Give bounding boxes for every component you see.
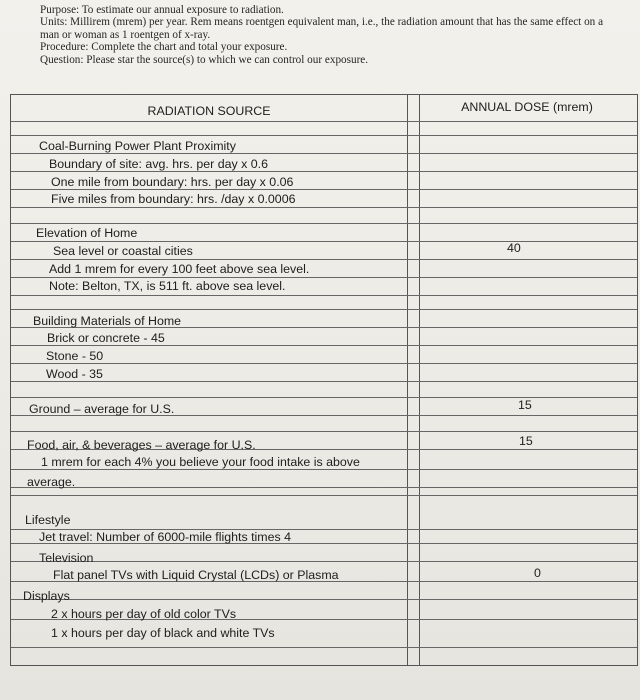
row-divider	[11, 309, 637, 310]
row-divider	[11, 397, 637, 398]
lifestyle-line-3: Flat panel TVs with Liquid Crystal (LCDs) or Plasma	[53, 568, 339, 582]
instructions	[40, 4, 610, 66]
coal-line-1: Boundary of site: avg. hrs. per day x 0.6	[49, 157, 269, 171]
elevation-line-3: Note: Belton, TX, is 511 ft. above sea level.	[49, 279, 286, 293]
column-divider	[407, 95, 408, 665]
source-column-header: RADIATION SOURCE	[147, 104, 271, 118]
row-divider	[11, 487, 637, 488]
building-section-title: Building Materials of Home	[33, 314, 182, 328]
elevation-line-1: Sea level or coastal cities	[53, 244, 193, 258]
building-line-1: Brick or concrete - 45	[47, 331, 165, 345]
row-divider	[11, 647, 637, 648]
lifestyle-line-5: 2 x hours per day of old color TVs	[51, 607, 237, 621]
purpose-line: Purpose: To estimate our annual exposure to radiation.	[40, 4, 284, 16]
radiation-table	[10, 94, 638, 666]
lifestyle-line-4: Displays	[23, 589, 70, 603]
food-dose: 15	[519, 434, 533, 448]
food-line-2: average.	[27, 475, 76, 489]
elevation-line-2: Add 1 mrem for every 100 feet above sea level.	[49, 262, 310, 276]
food-section-title: Food, air, & beverages – average for U.S.	[27, 438, 256, 452]
row-divider	[11, 561, 637, 562]
units-line: Units: Millirem (mrem) per year. Rem means roentgen equivalent man, i.e., the radiation amount that has the same effect on a man or woman as 1 roentgen of x-ray.	[40, 16, 604, 41]
row-divider	[11, 121, 637, 122]
lifestyle-line-1: Jet travel: Number of 6000-mile flights times 4	[39, 530, 292, 544]
ground-dose: 15	[518, 398, 532, 412]
question-line: Question: Please star the source(s) to which we can control our exposure.	[40, 53, 369, 66]
row-divider	[11, 363, 637, 364]
building-line-2: Stone - 50	[46, 349, 104, 363]
row-divider	[11, 223, 637, 224]
row-divider	[11, 599, 637, 600]
procedure-line: Procedure: Complete the chart and total your exposure.	[40, 41, 288, 54]
coal-line-2: One mile from boundary: hrs. per day x 0.06	[51, 175, 294, 189]
lifestyle-dose: 0	[534, 566, 541, 580]
elevation-dose: 40	[507, 241, 521, 255]
building-line-3: Wood - 35	[46, 367, 103, 381]
lifestyle-line-2: Television	[39, 551, 94, 565]
row-divider	[11, 381, 637, 382]
row-divider	[11, 295, 637, 296]
coal-section-title: Coal-Burning Power Plant Proximity	[39, 139, 236, 153]
ground-row-title: Ground – average for U.S.	[29, 402, 175, 416]
row-divider	[11, 495, 637, 496]
dose-column-header: ANNUAL DOSE (mrem)	[461, 100, 593, 114]
coal-line-3: Five miles from boundary: hrs. /day x 0.0006	[51, 192, 296, 206]
elevation-section-title: Elevation of Home	[36, 226, 138, 240]
lifestyle-line-6: 1 x hours per day of black and white TVs	[51, 626, 275, 640]
row-divider	[11, 135, 637, 136]
food-line-1: 1 mrem for each 4% you believe your food intake is above	[41, 455, 360, 469]
row-divider	[11, 431, 637, 432]
lifestyle-section-title: Lifestyle	[25, 513, 71, 527]
column-divider	[419, 95, 420, 665]
